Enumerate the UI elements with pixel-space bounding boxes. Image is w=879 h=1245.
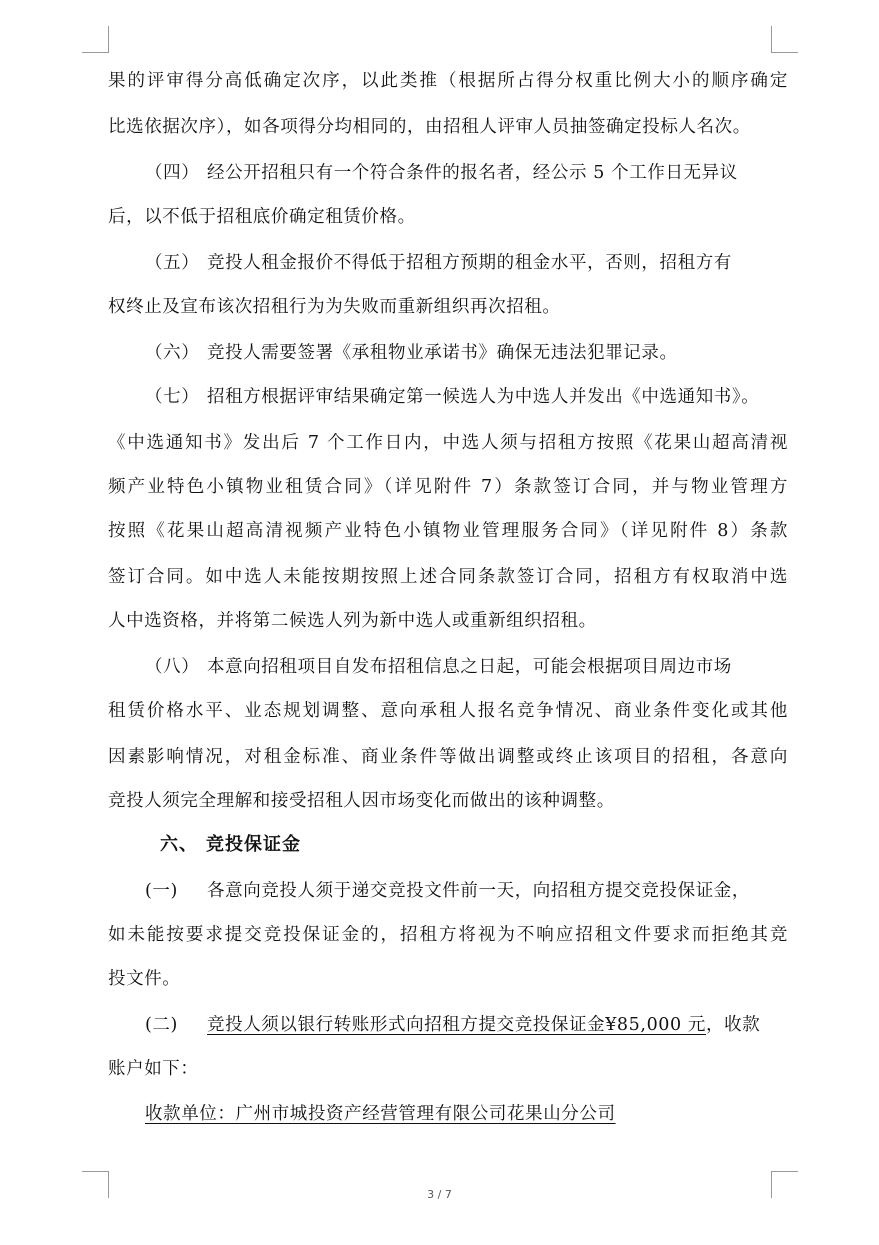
paragraph-line: 后，以不低于招租底价确定租赁价格。 [108,207,416,227]
crop-mark-top-right [771,26,798,53]
deposit-clause-1 [145,878,825,904]
clause-text: 招租方根据评审结果确定第一候选人为中选人并发出《中选通知书》。 [207,387,760,407]
paragraph-line: 频产业特色小镇物业租赁合同》（详见附件 7）条款签订合同，并与物业管理方 [108,477,788,497]
paragraph-line: 人中选资格，并将第二候选人列为新中选人或重新组织招租。 [108,611,597,631]
clause-marker: （八） [145,657,200,677]
section-heading [160,832,840,858]
clause-marker: （四） [145,163,200,183]
clause-5 [145,250,825,276]
clause-4 [145,160,825,186]
paragraph-line: 比选依据次序），如各项得分均相同的，由招租人评审人员抽签确定投标人名次。 [108,117,751,137]
clause-marker: （五） [145,253,200,273]
clause-text: 经公开招租只有一个符合条件的报名者，经公示 5 个工作日无异议 [207,163,738,183]
clause-text: 各意向竞投人须于递交竞投文件前一天，向招租方提交竞投保证金， [207,881,750,901]
clause-text: ，收款 [706,1015,761,1035]
section-number: 六、 [160,834,198,855]
page-number: 3 / 7 [427,1188,452,1201]
paragraph-line: 账户如下： [108,1059,199,1079]
clause-marker: (一) [145,881,178,901]
deposit-amount-text: 竞投人须以银行转账形式向招租方提交竞投保证金¥85,000 元 [207,1015,707,1035]
paragraph-line: 签订合同。如中选人未能按期按照上述合同条款签订合同，招租方有权取消中选 [108,567,788,587]
paragraph-line: 按照《花果山超高清视频产业特色小镇物业管理服务合同》（详见附件 8）条款 [108,521,788,541]
paragraph-line: 果的评审得分高低确定次序，以此类推（根据所占得分权重比例大小的顺序确定 [108,71,788,91]
crop-mark-top-left [82,26,109,53]
paragraph-line: 权终止及宣布该次招租行为为失败而重新组织再次招租。 [108,297,561,317]
clause-text: 竞投人需要签署《承租物业承诺书》确保无违法犯罪记录。 [207,343,678,363]
clause-text: 本意向招租项目自发布招租信息之日起，可能会根据项目周边市场 [207,657,732,677]
clause-7 [145,384,825,410]
section-title: 竞投保证金 [206,834,301,855]
paragraph-line: 投文件。 [108,969,181,989]
paragraph-line: 租赁价格水平、业态规划调整、意向承租人报名竞争情况、商业条件变化或其他 [108,701,788,721]
clause-text: 竞投人租金报价不得低于招租方预期的租金水平，否则，招租方有 [207,253,732,273]
clause-marker: （七） [145,387,200,407]
paragraph-line: 因素影响情况，对租金标准、商业条件等做出调整或终止该项目的招租，各意向 [108,747,788,767]
clause-8 [145,654,825,680]
paragraph-line: 如未能按要求提交竞投保证金的，招租方将视为不响应招租文件要求而拒绝其竞 [108,925,788,945]
deposit-clause-2 [145,1012,825,1038]
payee-line: 收款单位：广州市城投资产经营管理有限公司花果山分公司 [145,1104,616,1124]
clause-marker: （六） [145,343,200,363]
clause-6 [145,340,825,366]
paragraph-line: 《中选通知书》发出后 7 个工作日内，中选人须与招租方按照《花果山超高清视 [108,433,788,453]
paragraph-line: 竞投人须完全理解和接受招租人因市场变化而做出的该种调整。 [108,791,615,811]
clause-marker: (二) [145,1015,178,1035]
